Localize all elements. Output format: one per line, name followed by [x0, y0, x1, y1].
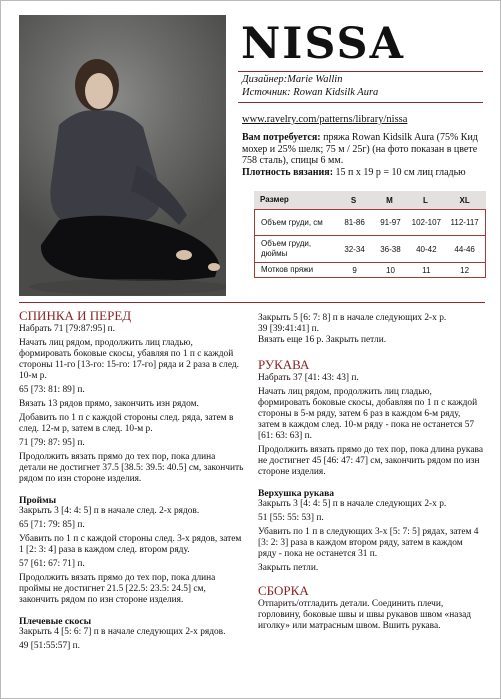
paragraph: Набрать 37 [41: 43: 43] п.	[258, 373, 359, 383]
table-row	[254, 262, 486, 278]
paragraph: Вязать еще 16 р. Закрыть петли.	[258, 335, 387, 345]
paragraph: Закрыть петли.	[258, 563, 319, 573]
paragraph: 65 [73: 81: 89] п.	[19, 385, 85, 395]
size-header-m: M	[386, 195, 393, 205]
source-line: Источник: Rowan Kidsilk Aura	[242, 87, 379, 98]
paragraph: Продолжить вязать прямо до тех пор, пока длина детали не достигнет 37.5 [38.5: 39.5: 40.5] см, закончить рядом по изн стороне изделия.	[19, 452, 244, 484]
gauge-label: Плотность вязания:	[242, 166, 334, 178]
paragraph: Убавить по 1 п с каждой стороны след. 3-х рядов, затем 1 [2: 3: 4] раза в каждом след. втором ряду.	[19, 534, 242, 555]
paragraph: Набрать 71 [79:87:95] п.	[19, 324, 116, 334]
left-column	[19, 306, 244, 655]
paragraph: Продолжить вязать прямо до тех пор, пока длина проймы не достигнет 21.5 [22.5: 23.5: 24.5] см, закончить рядом по изн стороне изделия.	[19, 573, 216, 605]
gauge-text: 15 п х 19 р = 10 см лиц гладью	[333, 166, 466, 178]
designer-line: Дизайнер:Marie Wallin	[242, 74, 343, 85]
title-rule	[238, 71, 483, 72]
heading-sleeve-cap: Верхушка рукава	[258, 488, 335, 499]
paragraph: 51 [55: 55: 53] п.	[258, 513, 324, 523]
row-label: Объем груди, дюймы	[261, 239, 312, 258]
table-row	[254, 235, 486, 262]
ravelry-link[interactable]: www.ravelry.com/patterns/library/nissa	[242, 114, 408, 125]
table-cell: 9	[352, 265, 357, 275]
paragraph: Отпарить/отгладить детали. Соединить плечи, горловину, боковые швы и швы рукавов швом «назад иголку» или матрасным швом. Вшить рукава.	[258, 599, 472, 631]
heading-back-front: СПИНКА И ПЕРЕД	[19, 308, 132, 323]
paragraph: Продолжить вязать прямо до тех пор, пока длина рукава не достигнет 45 [46: 47: 47] см, закончить рядом по изн стороне изделия.	[258, 445, 483, 477]
paragraph: 39 [39:41:41] п.	[258, 324, 320, 334]
model-photo	[19, 15, 226, 296]
table-cell: 81-86	[344, 218, 365, 227]
requirements-block	[242, 132, 492, 178]
size-header-label: Размер	[260, 195, 289, 204]
row-label: Объем груди, см	[261, 217, 323, 227]
paragraph: 71 [79: 87: 95] п.	[19, 438, 85, 448]
paragraph: Закрыть 5 [6: 7: 8] п в начале следующих 2-х р.	[258, 313, 447, 323]
paragraph: Начать лиц рядом, продолжить лиц гладью, формировать боковые скосы, добавляя по 1 п с каждой стороны в 5-м ряду, затем 6 раз в каждом 6-м ряду, затем в каждом след. 10-м ряду - пока не останется 57 [61: 63: 63] п.	[258, 387, 478, 441]
size-table	[254, 191, 486, 278]
table-cell: 11	[422, 265, 431, 275]
size-table-header	[254, 191, 486, 209]
heading-sleeves: РУКАВА	[258, 357, 310, 372]
size-header-xl: XL	[459, 195, 470, 205]
paragraph: Закрыть 4 [5: 6: 7] п в начале следующих 2-х рядов.	[19, 627, 226, 637]
paragraph: 49 [51:55:57] п.	[19, 641, 81, 651]
pattern-title: NISSA	[241, 19, 405, 69]
row-label: Мотков пряжи	[261, 265, 314, 274]
table-cell: 10	[386, 265, 395, 275]
size-header-s: S	[350, 195, 357, 205]
table-cell: 44-46	[454, 244, 475, 254]
table-cell: 102-107	[411, 218, 441, 227]
paragraph: Закрыть 3 [4: 4: 5] п в начале след. 2-х рядов.	[19, 506, 200, 516]
table-cell: 112-117	[450, 218, 479, 227]
requirements-label: Вам потребуется:	[242, 132, 321, 143]
table-cell: 32-34	[344, 244, 365, 254]
paragraph: Вязать 13 рядов прямо, закончить изн рядом.	[19, 399, 199, 409]
paragraph: Закрыть 3 [4: 4: 5] п в начале следующих 2-х р.	[258, 499, 447, 509]
heading-assembly: СБОРКА	[258, 583, 309, 598]
table-cell: 36-38	[380, 244, 401, 254]
heading-armholes: Проймы	[19, 495, 57, 506]
model-silhouette	[19, 15, 226, 296]
requirements-text: пряжа Rowan Kidsilk Aura (75% Кид мохер и 25% шелк; 75 м / 25г) (на фото показан в цвете 758 сталь), спицы 6 мм.	[242, 132, 478, 167]
heading-shoulders: Плечевые скосы	[19, 616, 92, 627]
table-cell: 40-42	[416, 244, 437, 254]
paragraph: Добавить по 1 п с каждой стороны след. ряда, затем в след. 12-м р, затем в след. 10-м р.	[19, 413, 234, 434]
size-header-l: L	[422, 195, 428, 205]
meta-rule	[238, 102, 483, 103]
paragraph: Начать лиц рядом, продолжить лиц гладью, формировать боковые скосы, убавляя по 1 п с каждой стороны 11-го [13-го: 15-го: 17-го] ряда и 2 раза в след. 10-м р.	[19, 338, 240, 381]
table-cell: 12	[460, 265, 470, 275]
paragraph: Убавить по 1 п в следующих 3-х [5: 7: 5] рядах, затем 4 [3: 2: 3] раза в каждом втором ряду, затем в каждом ряду - пока не останется 31 п.	[258, 527, 479, 559]
paragraph: 65 [71: 79: 85] п.	[19, 520, 85, 530]
right-column	[258, 306, 483, 635]
table-cell: 91-97	[380, 218, 401, 227]
section-divider	[19, 302, 485, 303]
paragraph: 57 [61: 67: 71] п.	[19, 559, 85, 569]
table-row	[254, 209, 486, 235]
